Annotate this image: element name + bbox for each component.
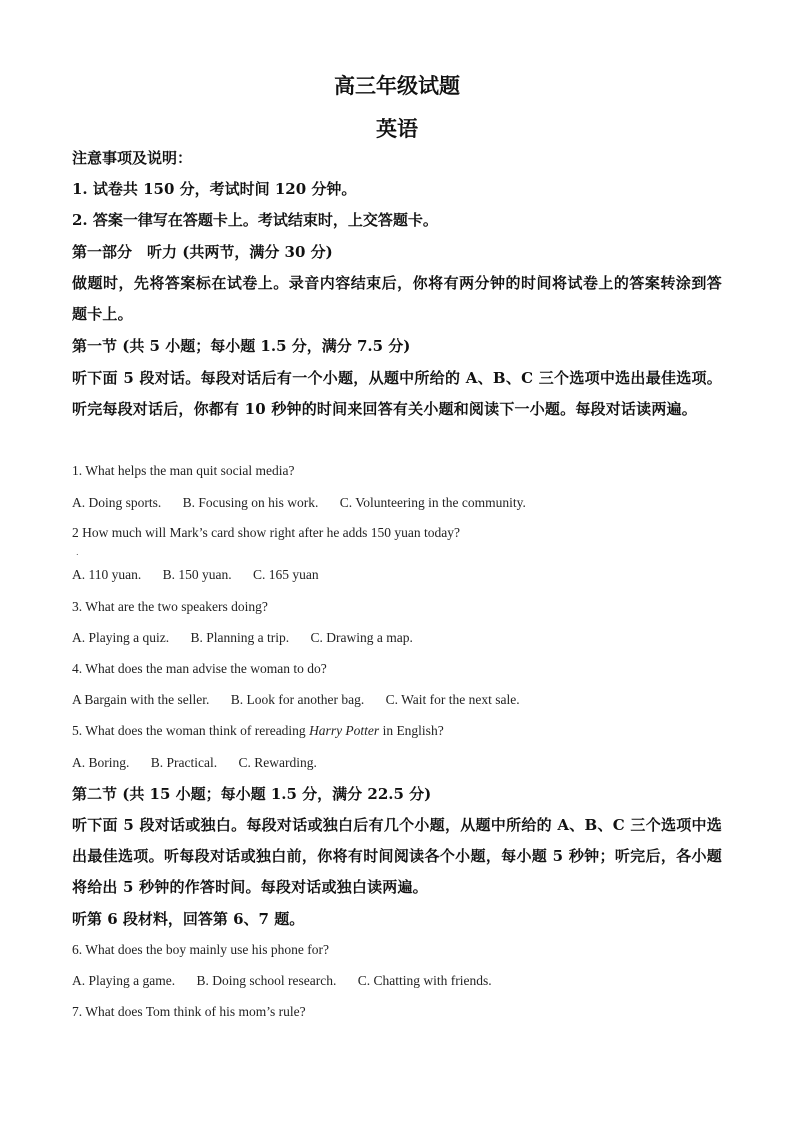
notes-heading: 注意事项及说明： [72, 149, 193, 167]
question-4-option-b[interactable]: B. Look for another bag. [230, 692, 365, 707]
notes-item-1: 1. 试卷共 150 分，考试时间 120 分钟。 [72, 180, 357, 198]
question-6-option-b[interactable]: B. Doing school research. [196, 973, 337, 988]
question-1-option-c[interactable]: C. Volunteering in the community. [339, 495, 526, 510]
exam-title: 高三年级试题 [334, 73, 460, 98]
question-3-option-b[interactable]: B. Planning a trip. [190, 630, 290, 645]
material-6-heading: 听第 6 段材料，回答第 6、7 题。 [72, 910, 305, 928]
section1-heading: 第一节 (共 5 小题；每小题 1.5 分，满分 7.5 分) [72, 337, 411, 355]
question-2-options [72, 566, 722, 584]
question-5-options [72, 754, 722, 772]
question-6-option-c[interactable]: C. Chatting with friends. [357, 973, 492, 988]
question-2-option-c[interactable]: C. 165 yuan [253, 567, 319, 582]
part1-instruction: 做题时，先将答案标在试卷上。录音内容结束后，你将有两分钟的时间将试卷上的答案转涂到答题卡上。 [72, 274, 722, 323]
question-6-stem: 6. What does the boy mainly use his phone for? [72, 942, 329, 957]
question-5-stem [72, 722, 722, 740]
question-4-options [72, 691, 722, 709]
book-title: Harry Potter [309, 723, 380, 738]
section1-instruction: 听下面 5 段对话。每段对话后有一个小题，从题中所给的 A、B、C 三个选项中选出最佳选项。听完每段对话后，你都有 10 秒钟的时间来回答有关小题和阅读下一小题。每段对话读两遍。 [72, 369, 722, 418]
question-4-stem: 4. What does the man advise the woman to do? [72, 661, 327, 676]
question-1-stem: 1. What helps the man quit social media? [72, 463, 295, 478]
question-1-option-b[interactable]: B. Focusing on his work. [182, 495, 319, 510]
question-5-option-a[interactable]: A. Boring. [72, 755, 130, 770]
question-5-stem-start: 5. What does the woman think of rereading [72, 723, 310, 738]
question-2-option-b[interactable]: B. 150 yuan. [162, 567, 232, 582]
question-3-option-a[interactable]: A. Playing a quiz. [72, 630, 170, 645]
question-6-option-a[interactable]: A. Playing a game. [72, 973, 176, 988]
notes-item-2: 2. 答案一律写在答题卡上。考试结束时，上交答题卡。 [72, 211, 438, 229]
section2-instruction: 听下面 5 段对话或独白。每段对话或独白后有几个小题，从题中所给的 A、B、C 三个选项中选出最佳选项。听每段对话或独白前，你将有时间阅读各个小题，每小题 5 秒钟；听完后，各小题将给出 5 秒钟的作答时间。每段对话或独白读两遍。 [72, 816, 722, 896]
section2-heading: 第二节 (共 15 小题；每小题 1.5 分，满分 22.5 分) [72, 785, 432, 803]
question-4-option-a[interactable]: A Bargain with the seller. [72, 692, 210, 707]
question-5-option-c[interactable]: C. Rewarding. [238, 755, 317, 770]
question-1-options [72, 494, 722, 512]
question-3-options [72, 629, 722, 647]
question-6-options [72, 972, 722, 990]
question-5-option-b[interactable]: B. Practical. [150, 755, 218, 770]
part1-heading: 第一部分 听力 (共两节，满分 30 分) [72, 243, 333, 261]
question-1-option-a[interactable]: A. Doing sports. [72, 495, 162, 510]
question-2-option-a[interactable]: A. 110 yuan. [72, 567, 142, 582]
question-5-stem-end: in English? [379, 723, 444, 738]
question-7-stem: 7. What does Tom think of his mom’s rule? [72, 1004, 306, 1019]
subject-title: 英语 [376, 116, 418, 141]
question-3-option-c[interactable]: C. Drawing a map. [310, 630, 413, 645]
scan-dot: . [76, 548, 79, 557]
question-3-stem: 3. What are the two speakers doing? [72, 599, 268, 614]
question-2-stem: 2 How much will Mark’s card show right after he adds 150 yuan today? [72, 525, 461, 540]
question-4-option-c[interactable]: C. Wait for the next sale. [385, 692, 520, 707]
